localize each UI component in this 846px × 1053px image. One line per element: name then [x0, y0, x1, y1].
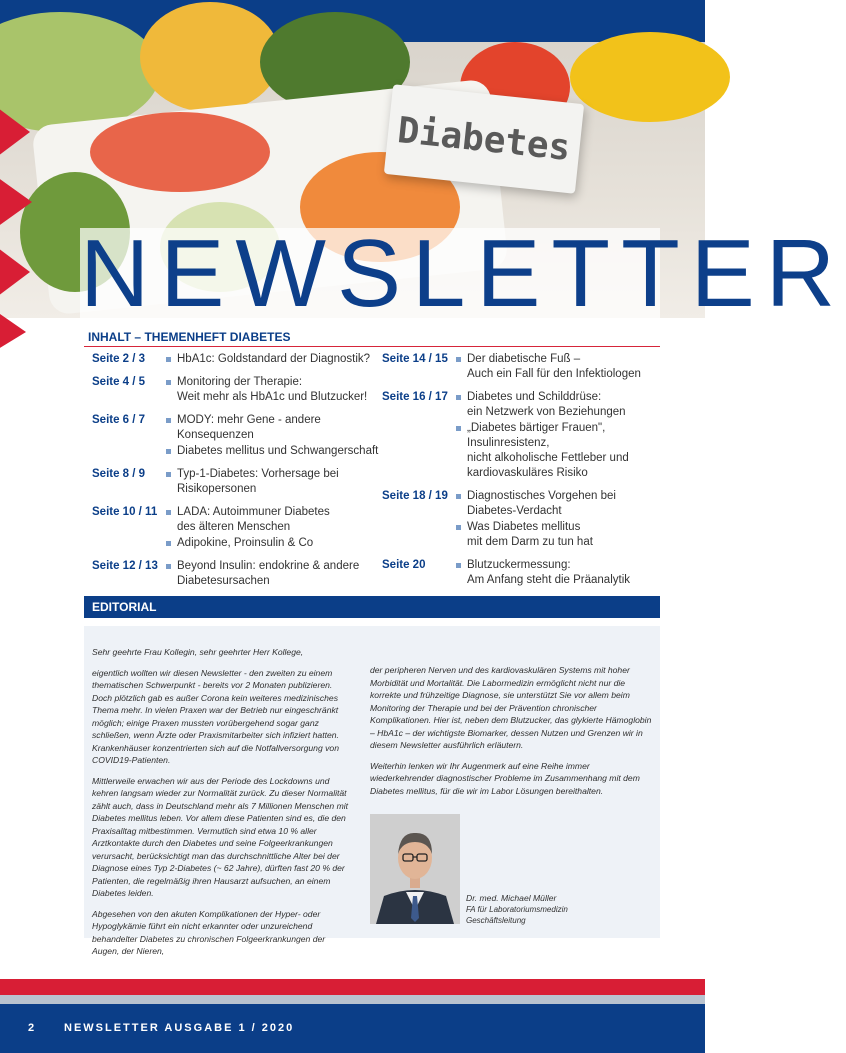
editorial-right-column	[370, 664, 652, 805]
toc-entry[interactable]	[382, 558, 662, 589]
editorial-paragraph: Weiterhin lenken wir Ihr Augenmerk auf eine Reihe immer wiederkehrender diagnostischer Probleme im Zusammenhang mit dem Diabetes mellitus, für die wir im Labor Lösungen bereithalten.	[370, 760, 640, 796]
signature-block	[466, 893, 568, 926]
toc-entry[interactable]	[92, 375, 382, 406]
editorial-paragraph: Abgesehen von den akuten Komplikationen der Hyper- oder Hypoglykämie führt ein nicht erkannter oder unzureichend behandelter Diabetes zu chronischen Folgeerkrankungen der Augen, der Nieren,	[92, 908, 326, 956]
toc-item: Blutzuckermessung: Am Anfang steht die Präanalytik	[456, 558, 662, 588]
toc-entry[interactable]	[382, 390, 662, 482]
signature-name: Dr. med. Michael Müller	[466, 893, 557, 903]
editorial-left-column	[92, 646, 354, 966]
footer-red-band	[0, 979, 705, 995]
toc-page-number: Seite 18 / 19	[382, 490, 448, 502]
toc-page-number: Seite 12 / 13	[92, 560, 158, 572]
toc-page-number: Seite 4 / 5	[92, 376, 146, 388]
editorial-greeting: Sehr geehrte Frau Kollegin, sehr geehrter Herr Kollege,	[92, 647, 304, 657]
editorial-paragraph: eigentlich wollten wir diesen Newsletter - den zweiten zu einem thematischen Schwerpunkt - bereits vor 2 Monaten publizieren. Doch plötzlich gab es außer Corona kein weiteres medizinisches Thema mehr. In vielen Praxen war der Betrieb nur eingeschränkt möglich; einige Praxen mussten vorübergehend sogar ganz schließen, wenn Ärzte oder Praxismitarbeiter sich infiziert hatten. Krankenhäuser konzentrierten sich auf die Notfallversorgung von COVID19-Patienten.	[92, 667, 339, 765]
toc-item: Was Diabetes mellitus mit dem Darm zu tun hat	[456, 520, 662, 550]
toc-page-number: Seite 10 / 11	[92, 506, 158, 518]
editorial-heading: EDITORIAL	[84, 596, 660, 618]
toc-item: Diagnostisches Vorgehen bei Diabetes-Verdacht	[456, 489, 662, 519]
toc-entry[interactable]	[382, 489, 662, 551]
toc-entry[interactable]	[92, 352, 382, 368]
footer-grey-band	[0, 995, 705, 1004]
author-portrait-icon	[370, 814, 460, 924]
author-photo	[370, 814, 460, 924]
toc-item: „Diabetes bärtiger Frauen", Insulinresistenz, nicht alkoholische Fettleber und kardiovaskuläres Risiko	[456, 421, 662, 481]
toc-item: Adipokine, Proinsulin & Co	[166, 536, 382, 551]
page-number: 2	[28, 1022, 37, 1034]
toc-item: LADA: Autoimmuner Diabetes des älteren Menschen	[166, 505, 382, 535]
toc-item: Beyond Insulin: endokrine & andere Diabetesursachen	[166, 559, 382, 589]
toc-item: Der diabetische Fuß – Auch ein Fall für den Infektiologen	[456, 352, 662, 382]
toc-left-column	[92, 352, 382, 597]
toc-item: Monitoring der Therapie: Weit mehr als HbA1c und Blutzucker!	[166, 375, 382, 405]
newsletter-masthead: NEWSLETTER	[80, 220, 846, 327]
logo-stripes	[0, 92, 40, 352]
toc-entry[interactable]	[382, 352, 662, 383]
toc-item: Diabetes und Schilddrüse: ein Netzwerk von Beziehungen	[456, 390, 662, 420]
toc-right-column	[382, 352, 662, 596]
footer	[0, 1004, 705, 1053]
signature-department: Geschäftsleitung	[466, 916, 526, 925]
editorial-paragraph: der peripheren Nerven und des kardiovaskulären Systems mit hoher Morbidität und Mortalität. Die Labormedizin ermöglicht nicht nur die korrekte und frühzeitige Diagnose, sie unterstützt Sie vor allem beim Monitoring der Therapie und bei der Prävention chronischer Komplikationen. Hier ist, neben dem Blutzucker, das glykierte Hämoglobin – HbA1c – der wichtigste Biomarker, dessen Nutzen und Grenzen wir in diesem Newsletter ausführlich erläutern.	[370, 665, 652, 750]
signature-role: FA für Laboratoriumsmedizin	[466, 905, 568, 914]
toc-page-number: Seite 20	[382, 559, 426, 571]
toc-item: Typ-1-Diabetes: Vorhersage bei Risikopersonen	[166, 467, 382, 497]
toc-page-number: Seite 6 / 7	[92, 414, 146, 426]
toc-entry[interactable]	[92, 505, 382, 552]
diabetes-sign: Diabetes	[384, 84, 584, 194]
toc-page-number: Seite 2 / 3	[92, 353, 146, 365]
toc-item: MODY: mehr Gene - andere Konsequenzen	[166, 413, 382, 443]
toc-entry[interactable]	[92, 413, 382, 460]
toc-page-number: Seite 16 / 17	[382, 391, 448, 403]
toc-page-number: Seite 8 / 9	[92, 468, 146, 480]
toc-page-number: Seite 14 / 15	[382, 353, 448, 365]
toc-divider	[84, 346, 660, 347]
toc-entry[interactable]	[92, 467, 382, 498]
toc-heading: INHALT – THEMENHEFT DIABETES	[88, 330, 291, 344]
editorial-paragraph: Mittlerweile erwachen wir aus der Periode des Lockdowns und kehren langsam wieder zur Normalität zurück. Zu dieser Normalität zählt auch, dass in Deutschland mehr als 7 Millionen Menschen mit Diabetes mellitus leben. Vor allem diese Patienten sind es, die den Praxisalltag mitbestimmen. Vermutlich sind etwa 10 % aller Arztkontakte durch den Diabetes und seine Folgeerkrankungen verursacht, berücksichtigt man das durchschnittliche Alter bei der Diagnose eines Typ 2-Diabetes (~ 62 Jahre), dürften fast 20 % der Patienten, die regelmäßig ihren Hausarzt aufsuchen, an einem Diabetes leiden.	[92, 775, 349, 898]
toc-item: Diabetes mellitus und Schwangerschaft	[166, 444, 382, 459]
issue-label: NEWSLETTER AUSGABE 1 / 2020	[64, 1022, 295, 1034]
toc-entry[interactable]	[92, 559, 382, 590]
toc-item: HbA1c: Goldstandard der Diagnostik?	[166, 352, 382, 367]
